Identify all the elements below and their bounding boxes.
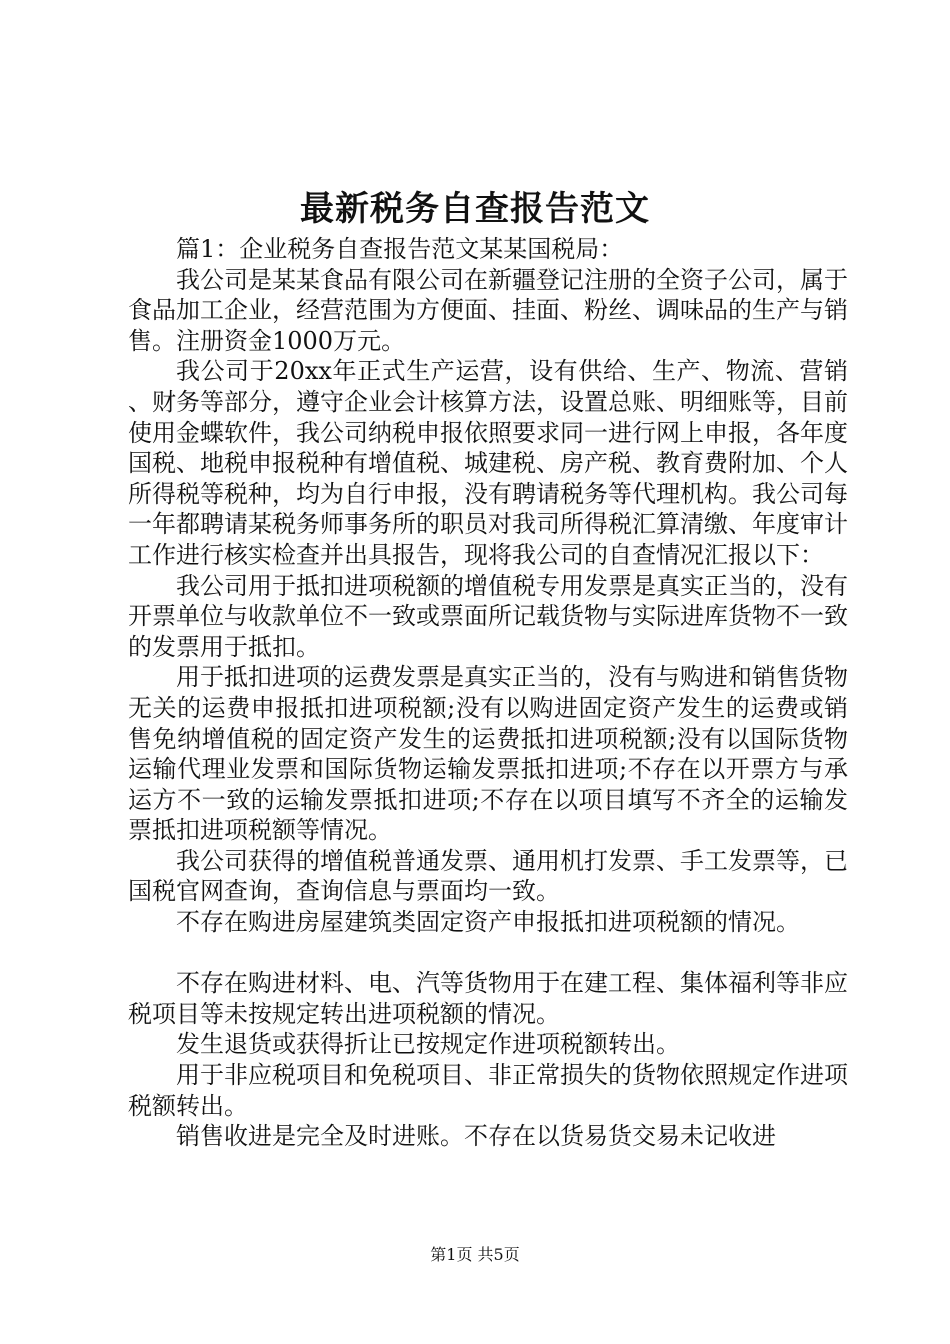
- paragraph: 我公司用于抵扣进项税额的增值税专用发票是真实正当的，没有开票单位与收款单位不一致或票面所记载货物与实际进库货物不一致的发票用于抵扣。: [128, 571, 848, 661]
- paragraph: 不存在购进材料、电、汽等货物用于在建工程、集体福利等非应税项目等未按规定转出进项税额的情况。: [128, 969, 848, 1028]
- paragraph: 我公司于20xx年正式生产运营，设有供给、生产、物流、营销、财务等部分，遵守企业会计核算方法，设置总账、明细账等，目前使用金蝶软件，我公司纳税申报依照要求同一进行网上申报，各年度国税、地税申报税种有增值税、城建税、房产税、教育费附加、个人所得税等税种，均为自行申报，没有聘请税务等代理机构。我公司每一年都聘请某税务师事务所的职员对我司所得税汇算清缴、年度审计工作进行核实检查并出具报告，现将我公司的自查情况汇报以下：: [128, 357, 848, 569]
- document-body: [128, 234, 848, 1152]
- paragraph: 发生退货或获得折让已按规定作进项税额转出。: [176, 1030, 680, 1059]
- paragraph: 用于抵扣进项的运费发票是真实正当的，没有与购进和销售货物无关的运费申报抵扣进项税额;没有以购进固定资产发生的运费或销售免纳增值税的固定资产发生的运费抵扣进项税额;没有以国际货物运输代理业发票和国际货物运输发票抵扣进项;不存在以开票方与承运方不一致的运输发票抵扣进项;不存在以项目填写不齐全的运输发票抵扣进项税额等情况。: [128, 663, 848, 845]
- page-number-footer: 第1页 共5页: [430, 1245, 520, 1264]
- blank-line: [128, 938, 848, 969]
- paragraph: 我公司是某某食品有限公司在新疆登记注册的全资子公司，属于食品加工企业，经营范围为方便面、挂面、粉丝、调味品的生产与销售。注册资金1000万元。: [128, 265, 848, 355]
- document-title: 最新税务自查报告范文: [300, 189, 650, 229]
- paragraph: 用于非应税项目和免税项目、非正常损失的货物依照规定作进项税额转出。: [128, 1061, 848, 1120]
- paragraph: 我公司获得的增值税普通发票、通用机打发票、手工发票等，已国税官网查询，查询信息与票面均一致。: [128, 846, 848, 906]
- paragraph: 销售收进是完全及时进账。不存在以货易货交易未记收进: [176, 1122, 776, 1151]
- paragraph: 不存在购进房屋建筑类固定资产申报抵扣进项税额的情况。: [176, 908, 800, 937]
- paragraph-heading: 篇1：企业税务自查报告范文某某国税局：: [176, 235, 624, 263]
